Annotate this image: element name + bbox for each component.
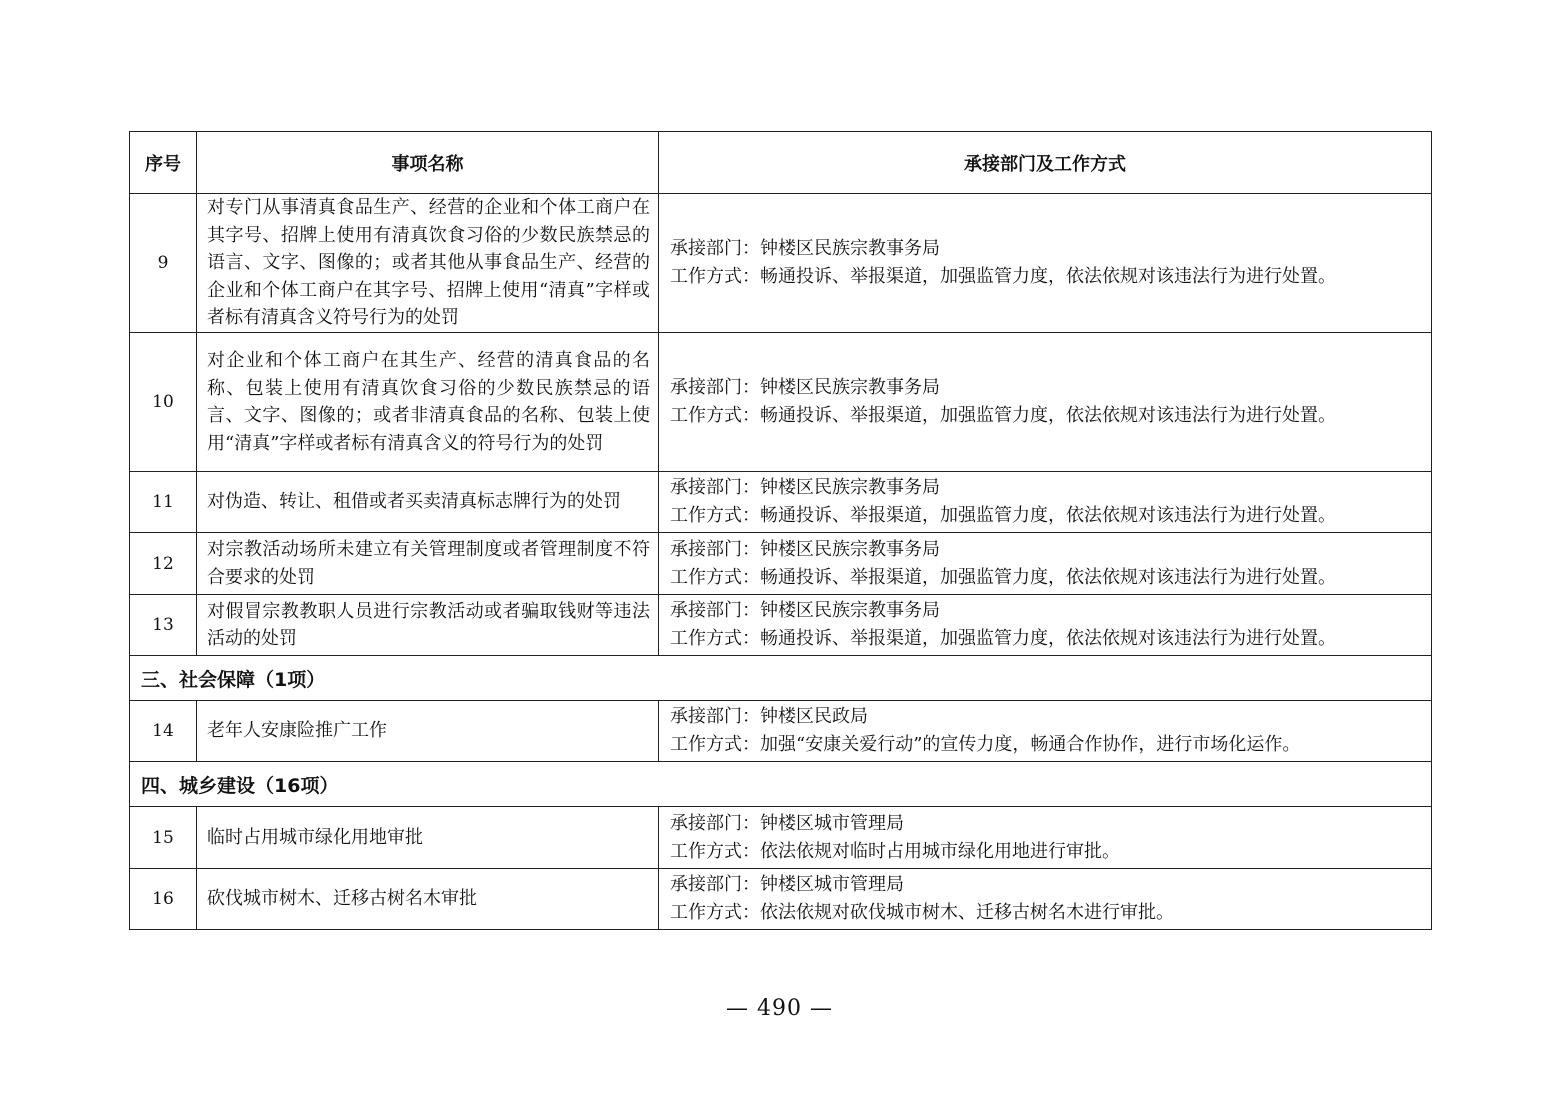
- row-dept-cell: [659, 333, 1432, 472]
- page-number: — 490 —: [726, 996, 833, 1021]
- row-dept: 承接部门：钟楼区民族宗教事务局: [670, 377, 940, 398]
- table-row: [130, 333, 1432, 472]
- row-method: 工作方式：畅通投诉、举报渠道，加强监管力度，依法依规对该违法行为进行处置。: [670, 505, 1336, 526]
- row-no: 10: [130, 333, 197, 472]
- row-dept-cell: [659, 194, 1432, 333]
- table-row: [130, 194, 1432, 333]
- row-no: 14: [130, 701, 197, 762]
- row-dept: 承接部门：钟楼区民族宗教事务局: [670, 477, 940, 498]
- row-dept-cell: [659, 472, 1432, 533]
- row-no: 15: [130, 807, 197, 869]
- row-dept-cell: [659, 701, 1432, 762]
- table-row: [130, 869, 1432, 930]
- row-dept: 承接部门：钟楼区民政局: [670, 706, 868, 727]
- header-no: 序号: [130, 132, 197, 194]
- row-method: 工作方式：畅通投诉、举报渠道，加强监管力度，依法依规对该违法行为进行处置。: [670, 405, 1336, 426]
- row-dept: 承接部门：钟楼区城市管理局: [670, 812, 904, 834]
- row-item-name: 临时占用城市绿化用地审批: [197, 807, 659, 869]
- row-item-name: 对假冒宗教教职人员进行宗教活动或者骗取钱财等违法活动的处罚: [197, 595, 659, 656]
- row-dept: 承接部门：钟楼区民族宗教事务局: [670, 600, 940, 621]
- row-item-name: 对企业和个体工商户在其生产、经营的清真食品的名称、包装上使用有清真饮食习俗的少数民族禁忌的语言、文字、图像的；或者非清真食品的名称、包装上使用“清真”字样或者标有清真含义的符号行为的处罚: [197, 333, 659, 472]
- header-name: 事项名称: [197, 132, 659, 194]
- row-item-name: 对伪造、转让、租借或者买卖清真标志牌行为的处罚: [197, 472, 659, 533]
- table-row: [130, 807, 1432, 869]
- row-item-name: 对专门从事清真食品生产、经营的企业和个体工商户在其字号、招牌上使用有清真饮食习俗的少数民族禁忌的语言、文字、图像的；或者其他从事食品生产、经营的企业和个体工商户在其字号、招牌上使用“清真”字样或者标有清真含义符号行为的处罚: [197, 194, 659, 333]
- row-item-name: 对宗教活动场所未建立有关管理制度或者管理制度不符合要求的处罚: [197, 533, 659, 595]
- row-dept-cell: [659, 533, 1432, 595]
- section-row: [130, 656, 1432, 701]
- table-row: [130, 472, 1432, 533]
- row-dept: 承接部门：钟楼区城市管理局: [670, 874, 904, 895]
- row-item-name: 砍伐城市树木、迁移古树名木审批: [197, 869, 659, 930]
- items-table: [129, 131, 1432, 930]
- row-no: 12: [130, 533, 197, 595]
- row-no: 11: [130, 472, 197, 533]
- row-method: 工作方式：依法依规对砍伐城市树木、迁移古树名木进行审批。: [670, 902, 1174, 923]
- section-title-social-security: 三、社会保障（1项）: [130, 656, 1432, 701]
- section-title-urban-rural: 四、城乡建设（16项）: [130, 762, 1432, 807]
- section-row: [130, 762, 1432, 807]
- table-row: [130, 701, 1432, 762]
- row-dept-cell: [659, 595, 1432, 656]
- row-dept: 承接部门：钟楼区民族宗教事务局: [670, 238, 940, 259]
- row-method: 工作方式：畅通投诉、举报渠道，加强监管力度，依法依规对该违法行为进行处置。: [670, 266, 1336, 287]
- row-dept-cell: [659, 807, 1432, 869]
- table-header-row: [130, 132, 1432, 194]
- row-no: 13: [130, 595, 197, 656]
- row-method: 工作方式：畅通投诉、举报渠道，加强监管力度，依法依规对该违法行为进行处置。: [670, 628, 1336, 649]
- row-method: 工作方式：依法依规对临时占用城市绿化用地进行审批。: [670, 840, 1120, 862]
- row-dept-cell: [659, 869, 1432, 930]
- header-dept: 承接部门及工作方式: [659, 132, 1432, 194]
- row-method: 工作方式：畅通投诉、举报渠道，加强监管力度，依法依规对该违法行为进行处置。: [670, 566, 1336, 588]
- row-no: 9: [130, 194, 197, 333]
- row-method: 工作方式：加强“安康关爱行动”的宣传力度，畅通合作协作，进行市场化运作。: [670, 734, 1301, 755]
- table-row: [130, 595, 1432, 656]
- row-dept: 承接部门：钟楼区民族宗教事务局: [670, 538, 940, 560]
- table-row: [130, 533, 1432, 595]
- row-item-name: 老年人安康险推广工作: [197, 701, 659, 762]
- row-no: 16: [130, 869, 197, 930]
